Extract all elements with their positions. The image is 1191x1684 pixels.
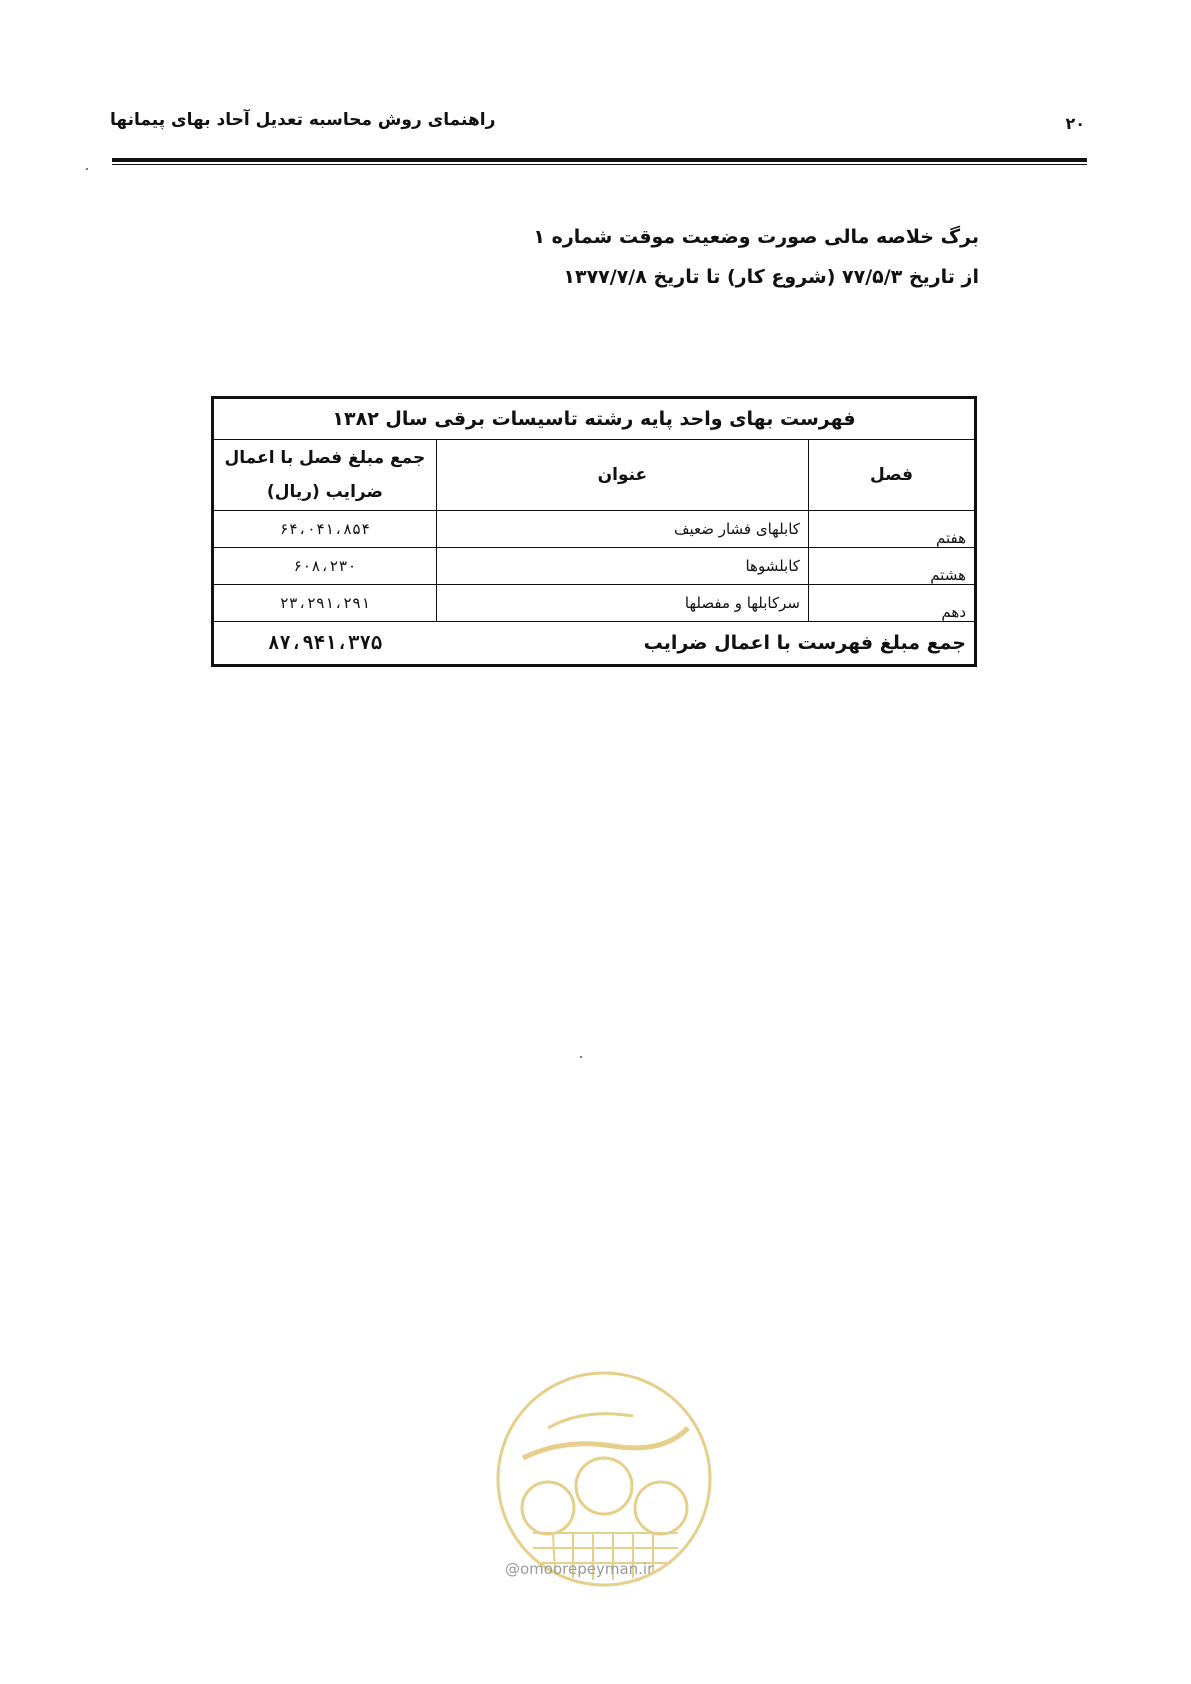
total-label: جمع مبلغ فهرست با اعمال ضرایب — [436, 622, 975, 666]
column-header-chapter: فصل — [808, 440, 975, 511]
summary-table — [211, 396, 977, 667]
watermark-seal-icon — [493, 1368, 715, 1590]
header-title: راهنمای روش محاسبه تعدیل آحاد بهای پیمانها — [110, 110, 496, 130]
row-chapter: دهم — [808, 585, 975, 622]
column-header-amount: جمع مبلغ فصل با اعمال ضرایب (ریال) — [213, 440, 437, 511]
table-title: فهرست بهای واحد پایه رشته تاسیسات برقی سال ۱۳۸۲ — [213, 398, 976, 440]
row-amount: ۶۴،۰۴۱،۸۵۴ — [213, 511, 437, 548]
table-row — [213, 585, 976, 622]
document-title: برگ خلاصه مالی صورت وضعیت موقت شماره ۱ — [533, 226, 979, 248]
column-header-title: عنوان — [436, 440, 808, 511]
header-rule — [112, 158, 1087, 162]
scan-speck — [580, 1056, 582, 1058]
page-number: ۲۰ — [1065, 114, 1085, 133]
table-row — [213, 548, 976, 585]
table-row — [213, 511, 976, 548]
total-value: ۸۷،۹۴۱،۳۷۵ — [213, 622, 437, 666]
header-rule-thin — [112, 164, 1087, 165]
row-amount: ۲۳،۲۹۱،۲۹۱ — [213, 585, 437, 622]
row-amount: ۶۰۸،۲۳۰ — [213, 548, 437, 585]
row-title: کابلشوها — [436, 548, 808, 585]
row-chapter: هشتم — [808, 548, 975, 585]
document-subtitle: از تاریخ ۷۷/۵/۳ (شروع کار) تا تاریخ ۱۳۷۷/۷/۸ — [563, 266, 979, 288]
watermark-caption: @omoorepeyman.ir — [505, 1560, 654, 1578]
row-title: کابلهای فشار ضعیف — [436, 511, 808, 548]
row-title: سرکابلها و مفصلها — [436, 585, 808, 622]
scan-speck — [86, 168, 88, 170]
total-row — [213, 622, 976, 666]
row-chapter: هفتم — [808, 511, 975, 548]
page-header — [110, 100, 1085, 140]
